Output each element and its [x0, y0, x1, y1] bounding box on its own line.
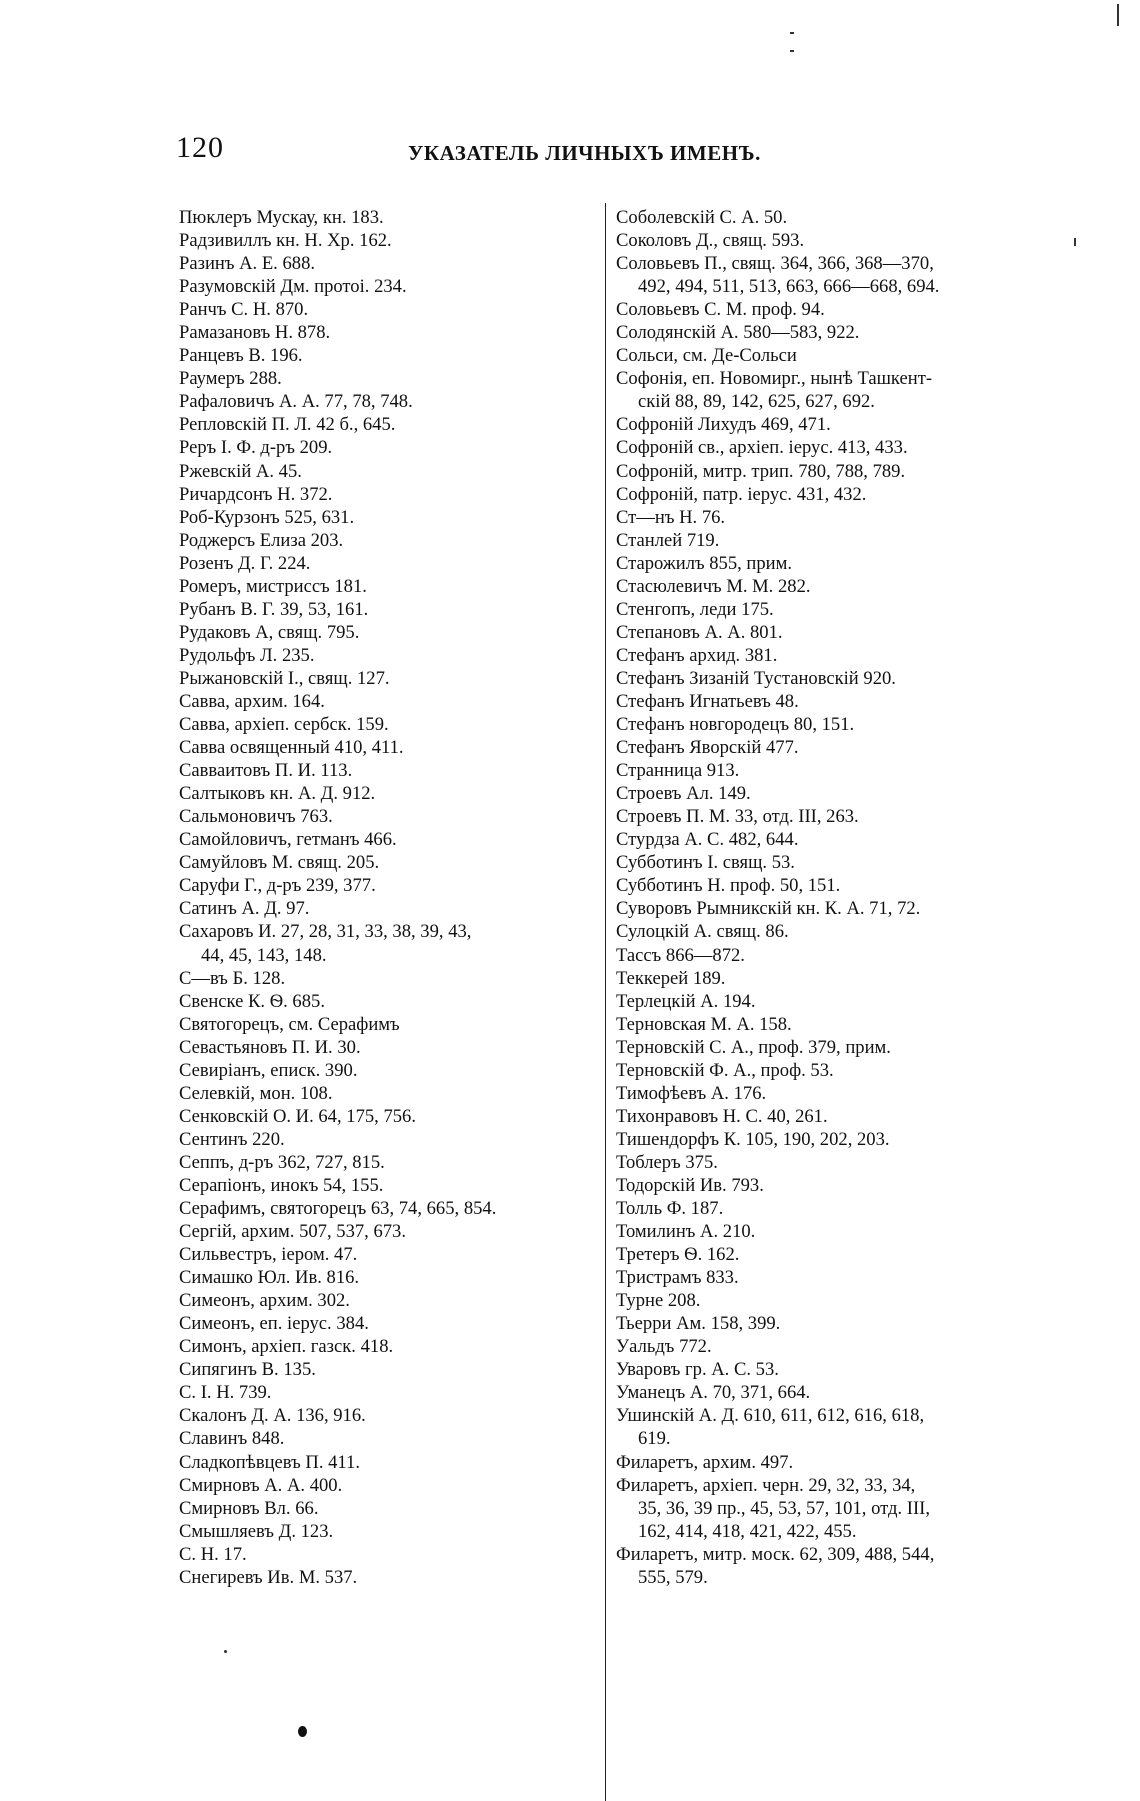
- index-entry: Савва, архим. 164.: [179, 690, 325, 712]
- index-entry: Суворовъ Рымникскій кн. К. А. 71, 72.: [616, 898, 921, 920]
- index-entry: Рыжановскій І., свящ. 127.: [179, 667, 390, 689]
- index-entry: Строевъ П. М. 33, отд. III, 263.: [616, 806, 859, 828]
- index-entry: Строевъ Ал. 149.: [616, 783, 751, 805]
- index-entry: Севастьяновъ П. И. 30.: [179, 1036, 361, 1058]
- index-entry: Ушинскій А. Д. 610, 611, 612, 616, 618,: [616, 1405, 925, 1427]
- index-entry: Сенковскій О. И. 64, 175, 756.: [179, 1105, 417, 1127]
- scan-speck: [1117, 4, 1119, 26]
- index-entry: Софроній, патр. iерус. 431, 432.: [616, 483, 867, 505]
- index-entry: Сентинъ 220.: [179, 1128, 285, 1150]
- index-entry: Радзивиллъ кн. Н. Хр. 162.: [179, 230, 392, 252]
- index-entry: Симашко Юл. Ив. 816.: [179, 1267, 360, 1289]
- index-entry: Раумеръ 288.: [179, 368, 282, 390]
- index-entry: Сулоцкій А. свящ. 86.: [616, 921, 789, 943]
- index-entry: Свенске К. Ѳ. 685.: [179, 990, 325, 1012]
- index-entry: Солодянскій А. 580—583, 922.: [616, 322, 860, 344]
- index-entry: Ст—нъ Н. 76.: [616, 506, 726, 528]
- index-entry: Серафимъ, святогорецъ 63, 74, 665, 854.: [179, 1198, 497, 1220]
- index-entry: Софроній св., архіеп. iерус. 413, 433.: [616, 437, 908, 459]
- index-entry: Розенъ Д. Г. 224.: [179, 552, 311, 574]
- index-entry: Святогорецъ, см. Серафимъ: [179, 1013, 400, 1035]
- index-entry-continuation: 44, 45, 143, 148.: [201, 944, 327, 966]
- index-entry-continuation: 619.: [638, 1428, 671, 1450]
- index-entry: Уваровъ гр. А. С. 53.: [616, 1359, 779, 1381]
- scan-speck: [790, 50, 794, 52]
- index-entry: Стефанъ Яворскій 477.: [616, 737, 799, 759]
- scan-speck: [1074, 238, 1076, 246]
- index-entry: Субботинъ Н. проф. 50, 151.: [616, 875, 841, 897]
- index-entry: Смирновъ А. А. 400.: [179, 1474, 343, 1496]
- index-entry: Соловьевъ С. М. проф. 94.: [616, 299, 825, 321]
- index-entry: Старожилъ 855, прим.: [616, 552, 793, 574]
- index-entry: Ранчъ С. Н. 870.: [179, 299, 309, 321]
- index-entry: Ранцевъ В. 196.: [179, 345, 303, 367]
- index-entry: Тодорскій Ив. 793.: [616, 1174, 764, 1196]
- index-entry-continuation: 162, 414, 418, 421, 422, 455.: [638, 1520, 857, 1542]
- index-entry: Симеонъ, еп. iерус. 384.: [179, 1313, 369, 1335]
- index-entry: Субботинъ І. свящ. 53.: [616, 852, 795, 874]
- index-entry: Уальдъ 772.: [616, 1336, 712, 1358]
- index-entry: Тишендорфъ К. 105, 190, 202, 203.: [616, 1128, 890, 1150]
- index-entry: Ржевскій А. 45.: [179, 460, 302, 482]
- index-entry: Сеппъ, д-ръ 362, 727, 815.: [179, 1151, 385, 1173]
- index-entry: Рафаловичъ А. А. 77, 78, 748.: [179, 391, 413, 413]
- index-entry: Соболевскій С. А. 50.: [616, 207, 788, 228]
- index-column-right: [616, 206, 1046, 1589]
- index-entry: Серапіонъ, инокъ 54, 155.: [179, 1174, 384, 1196]
- index-entry-continuation: 555, 579.: [638, 1566, 708, 1588]
- index-column-left: [179, 206, 599, 1589]
- index-entry: Ромеръ, мистриссъ 181.: [179, 575, 367, 597]
- index-entry: Стефанъ архид. 381.: [616, 644, 778, 666]
- index-entry: Софроній Лихудъ 469, 471.: [616, 414, 831, 436]
- index-entry: Смышляевъ Д. 123.: [179, 1520, 334, 1542]
- index-entry: Терновскій Ф. А., проф. 53.: [616, 1059, 834, 1081]
- index-entry: Рубанъ В. Г. 39, 53, 161.: [179, 598, 369, 620]
- scan-speck: [298, 1726, 307, 1737]
- index-entry: С. Н. 17.: [179, 1543, 247, 1565]
- index-entry: Селевкій, мон. 108.: [179, 1082, 333, 1104]
- index-entry: Реръ І. Ф. д-ръ 209.: [179, 437, 333, 459]
- index-entry: Соловьевъ П., свящ. 364, 366, 368—370,: [616, 253, 934, 275]
- index-entry: Терновскій С. А., проф. 379, прим.: [616, 1036, 891, 1058]
- scan-speck: [790, 32, 794, 34]
- index-entry: Стасюлевичъ М. М. 282.: [616, 575, 811, 597]
- index-entry: С—въ Б. 128.: [179, 967, 286, 989]
- index-entry: Самуйловъ М. свящ. 205.: [179, 852, 380, 874]
- index-entry-continuation: 35, 36, 39 пр., 45, 53, 57, 101, отд. III,: [638, 1497, 930, 1519]
- index-entry: Рудаковъ А, свящ. 795.: [179, 621, 360, 643]
- index-entry: Симеонъ, архим. 302.: [179, 1290, 350, 1312]
- index-entry: Савва освященный 410, 411.: [179, 737, 404, 759]
- page-number: 120: [176, 131, 224, 164]
- index-entry: Рудольфъ Л. 235.: [179, 644, 315, 666]
- index-entry: Тассъ 866—872.: [616, 944, 745, 966]
- index-entry: Сахаровъ И. 27, 28, 31, 33, 38, 39, 43,: [179, 921, 472, 943]
- index-entry: Сольси, см. Де-Сольси: [616, 345, 797, 367]
- index-entry: Софонія, еп. Новомирг., нынѣ Ташкент-: [616, 368, 933, 390]
- index-entry: Смирновъ Вл. 66.: [179, 1497, 319, 1519]
- index-entry: Стурдза А. С. 482, 644.: [616, 829, 799, 851]
- index-entry: Сладкопѣвцевъ П. 411.: [179, 1451, 360, 1473]
- index-entry: Ричардсонъ Н. 372.: [179, 483, 333, 505]
- index-entry: Теккерей 189.: [616, 967, 726, 989]
- index-entry: Симонъ, архіеп. газск. 418.: [179, 1336, 394, 1358]
- index-entry: С. І. Н. 739.: [179, 1382, 272, 1404]
- index-entry: Филаретъ, архіеп. черн. 29, 32, 33, 34,: [616, 1474, 916, 1496]
- index-entry: Странница 913.: [616, 760, 740, 782]
- column-divider: [605, 203, 606, 1801]
- index-entry: Стенгопъ, леди 175.: [616, 598, 774, 620]
- index-entry: Самойловичъ, гетманъ 466.: [179, 829, 397, 851]
- index-entry: Пюклеръ Мускау, кн. 183.: [179, 207, 384, 228]
- index-entry: Терновская М. А. 158.: [616, 1013, 792, 1035]
- index-entry: Савва, архіеп. сербск. 159.: [179, 714, 389, 736]
- index-entry: Разинъ А. Е. 688.: [179, 253, 316, 275]
- index-entry: Сальмоновичъ 763.: [179, 806, 333, 828]
- index-entry: Толль Ф. 187.: [616, 1198, 724, 1220]
- index-entry: Роджерсъ Елиза 203.: [179, 529, 344, 551]
- index-entry: Терлецкій А. 194.: [616, 990, 756, 1012]
- index-entry: Севиріанъ, еписк. 390.: [179, 1059, 358, 1081]
- index-entry: Степановъ А. А. 801.: [616, 621, 783, 643]
- index-entry: Саруфи Г., д-ръ 239, 377.: [179, 875, 376, 897]
- index-entry: Филаретъ, митр. моск. 62, 309, 488, 544,: [616, 1543, 935, 1565]
- index-entry: Тристрамъ 833.: [616, 1267, 739, 1289]
- index-entry-continuation: 492, 494, 511, 513, 663, 666—668, 694.: [638, 276, 940, 298]
- index-entry-continuation: скій 88, 89, 142, 625, 627, 692.: [638, 391, 875, 413]
- index-entry: Сильвестръ, ieром. 47.: [179, 1244, 358, 1266]
- index-entry: Томилинъ А. 210.: [616, 1221, 756, 1243]
- index-entry: Разумовскій Дм. протоі. 234.: [179, 276, 407, 298]
- index-entry: Тьерри Ам. 158, 399.: [616, 1313, 781, 1335]
- index-entry: Стефанъ Зизаній Тустановскій 920.: [616, 667, 896, 689]
- index-entry: Рамазановъ Н. 878.: [179, 322, 331, 344]
- index-entry: Станлей 719.: [616, 529, 720, 551]
- index-entry: Стефанъ новгородецъ 80, 151.: [616, 714, 855, 736]
- index-entry: Сергій, архим. 507, 537, 673.: [179, 1221, 406, 1243]
- index-entry: Роб-Курзонъ 525, 631.: [179, 506, 355, 528]
- index-entry: Уманецъ А. 70, 371, 664.: [616, 1382, 811, 1404]
- scan-speck: [224, 1650, 227, 1653]
- index-entry: Снегиревъ Ив. М. 537.: [179, 1566, 358, 1588]
- index-entry: Савваитовъ П. И. 113.: [179, 760, 353, 782]
- index-entry: Скалонъ Д. А. 136, 916.: [179, 1405, 366, 1427]
- index-entry: Репловскій П. Л. 42 б., 645.: [179, 414, 396, 436]
- index-entry: Стефанъ Игнатьевъ 48.: [616, 690, 799, 712]
- index-entry: Сипягинъ В. 135.: [179, 1359, 316, 1381]
- index-entry: Тихонравовъ Н. С. 40, 261.: [616, 1105, 828, 1127]
- index-entry: Тимофѣевъ А. 176.: [616, 1082, 767, 1104]
- index-entry: Софроній, митр. трип. 780, 788, 789.: [616, 460, 906, 482]
- index-entry: Филаретъ, архим. 497.: [616, 1451, 794, 1473]
- index-entry: Соколовъ Д., свящ. 593.: [616, 230, 805, 252]
- index-entry: Салтыковъ кн. А. Д. 912.: [179, 783, 376, 805]
- index-entry: Турне 208.: [616, 1290, 701, 1312]
- index-entry: Третеръ Ѳ. 162.: [616, 1244, 740, 1266]
- index-entry: Сатинъ А. Д. 97.: [179, 898, 310, 920]
- running-title: УКАЗАТЕЛЬ ЛИЧНЫХЪ ИМЕНЪ.: [408, 141, 761, 165]
- index-entry: Славинъ 848.: [179, 1428, 285, 1450]
- index-entry: Тоблеръ 375.: [616, 1151, 718, 1173]
